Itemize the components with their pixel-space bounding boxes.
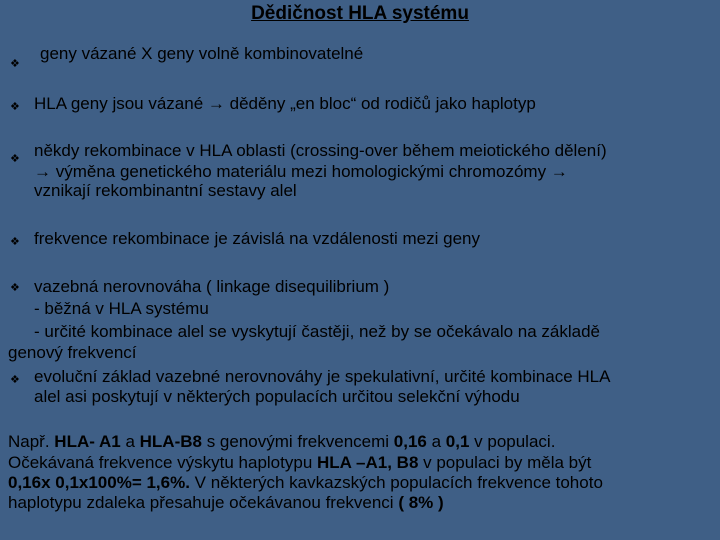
bullet-text: někdy rekombinace v HLA oblasti (crossing-over během meiotického dělení): [34, 141, 607, 160]
bullet-text: HLA geny jsou vázané → děděny „en bloc“ od rodičů jako haplotyp: [34, 94, 536, 113]
bullet-text: - běžná v HLA systému: [34, 299, 209, 318]
bullet-icon: ❖: [10, 153, 20, 165]
example-paragraph-line: Např. HLA- A1 a HLA-B8 s genovými frekvencemi 0,16 a 0,1 v populaci.: [8, 432, 556, 451]
bullet-text: genový frekvencí: [8, 343, 137, 362]
example-paragraph-line: haplotypu zdaleka přesahuje očekávanou frekvenci ( 8% ): [8, 493, 444, 512]
bullet-text: vazebná nerovnováha ( linkage disequilibrium ): [34, 277, 390, 296]
bullet-text: alel asi poskytují v některých populacích určitou selekční výhodu: [34, 387, 520, 406]
example-paragraph-line: Očekávaná frekvence výskytu haplotypu HLA –A1, B8 v populaci by měla být: [8, 453, 592, 472]
page-title: Dědičnost HLA systému: [251, 3, 469, 24]
bullet-icon: ❖: [10, 374, 20, 386]
bullet-text: → výměna genetického materiálu mezi homologickými chromozómy →: [34, 162, 568, 181]
bullet-text: frekvence rekombinace je závislá na vzdálenosti mezi geny: [34, 229, 481, 248]
example-paragraph-line: 0,16x 0,1x100%= 1,6%. V některých kavkazských populacích frekvence tohoto: [8, 473, 603, 492]
bullet-icon: ❖: [10, 58, 20, 70]
bullet-text: geny vázané X geny volně kombinovatelné: [40, 44, 364, 63]
bullet-icon: ❖: [10, 236, 20, 248]
bullet-icon: ❖: [10, 101, 20, 113]
bullet-icon: ❖: [10, 282, 20, 294]
bullet-text: evoluční základ vazebné nerovnováhy je spekulativní, určité kombinace HLA: [34, 367, 611, 386]
bullet-text: vznikají rekombinantní sestavy alel: [34, 181, 297, 200]
bullet-text: - určité kombinace alel se vyskytují častěji, než by se očekávalo na základě: [34, 322, 600, 341]
